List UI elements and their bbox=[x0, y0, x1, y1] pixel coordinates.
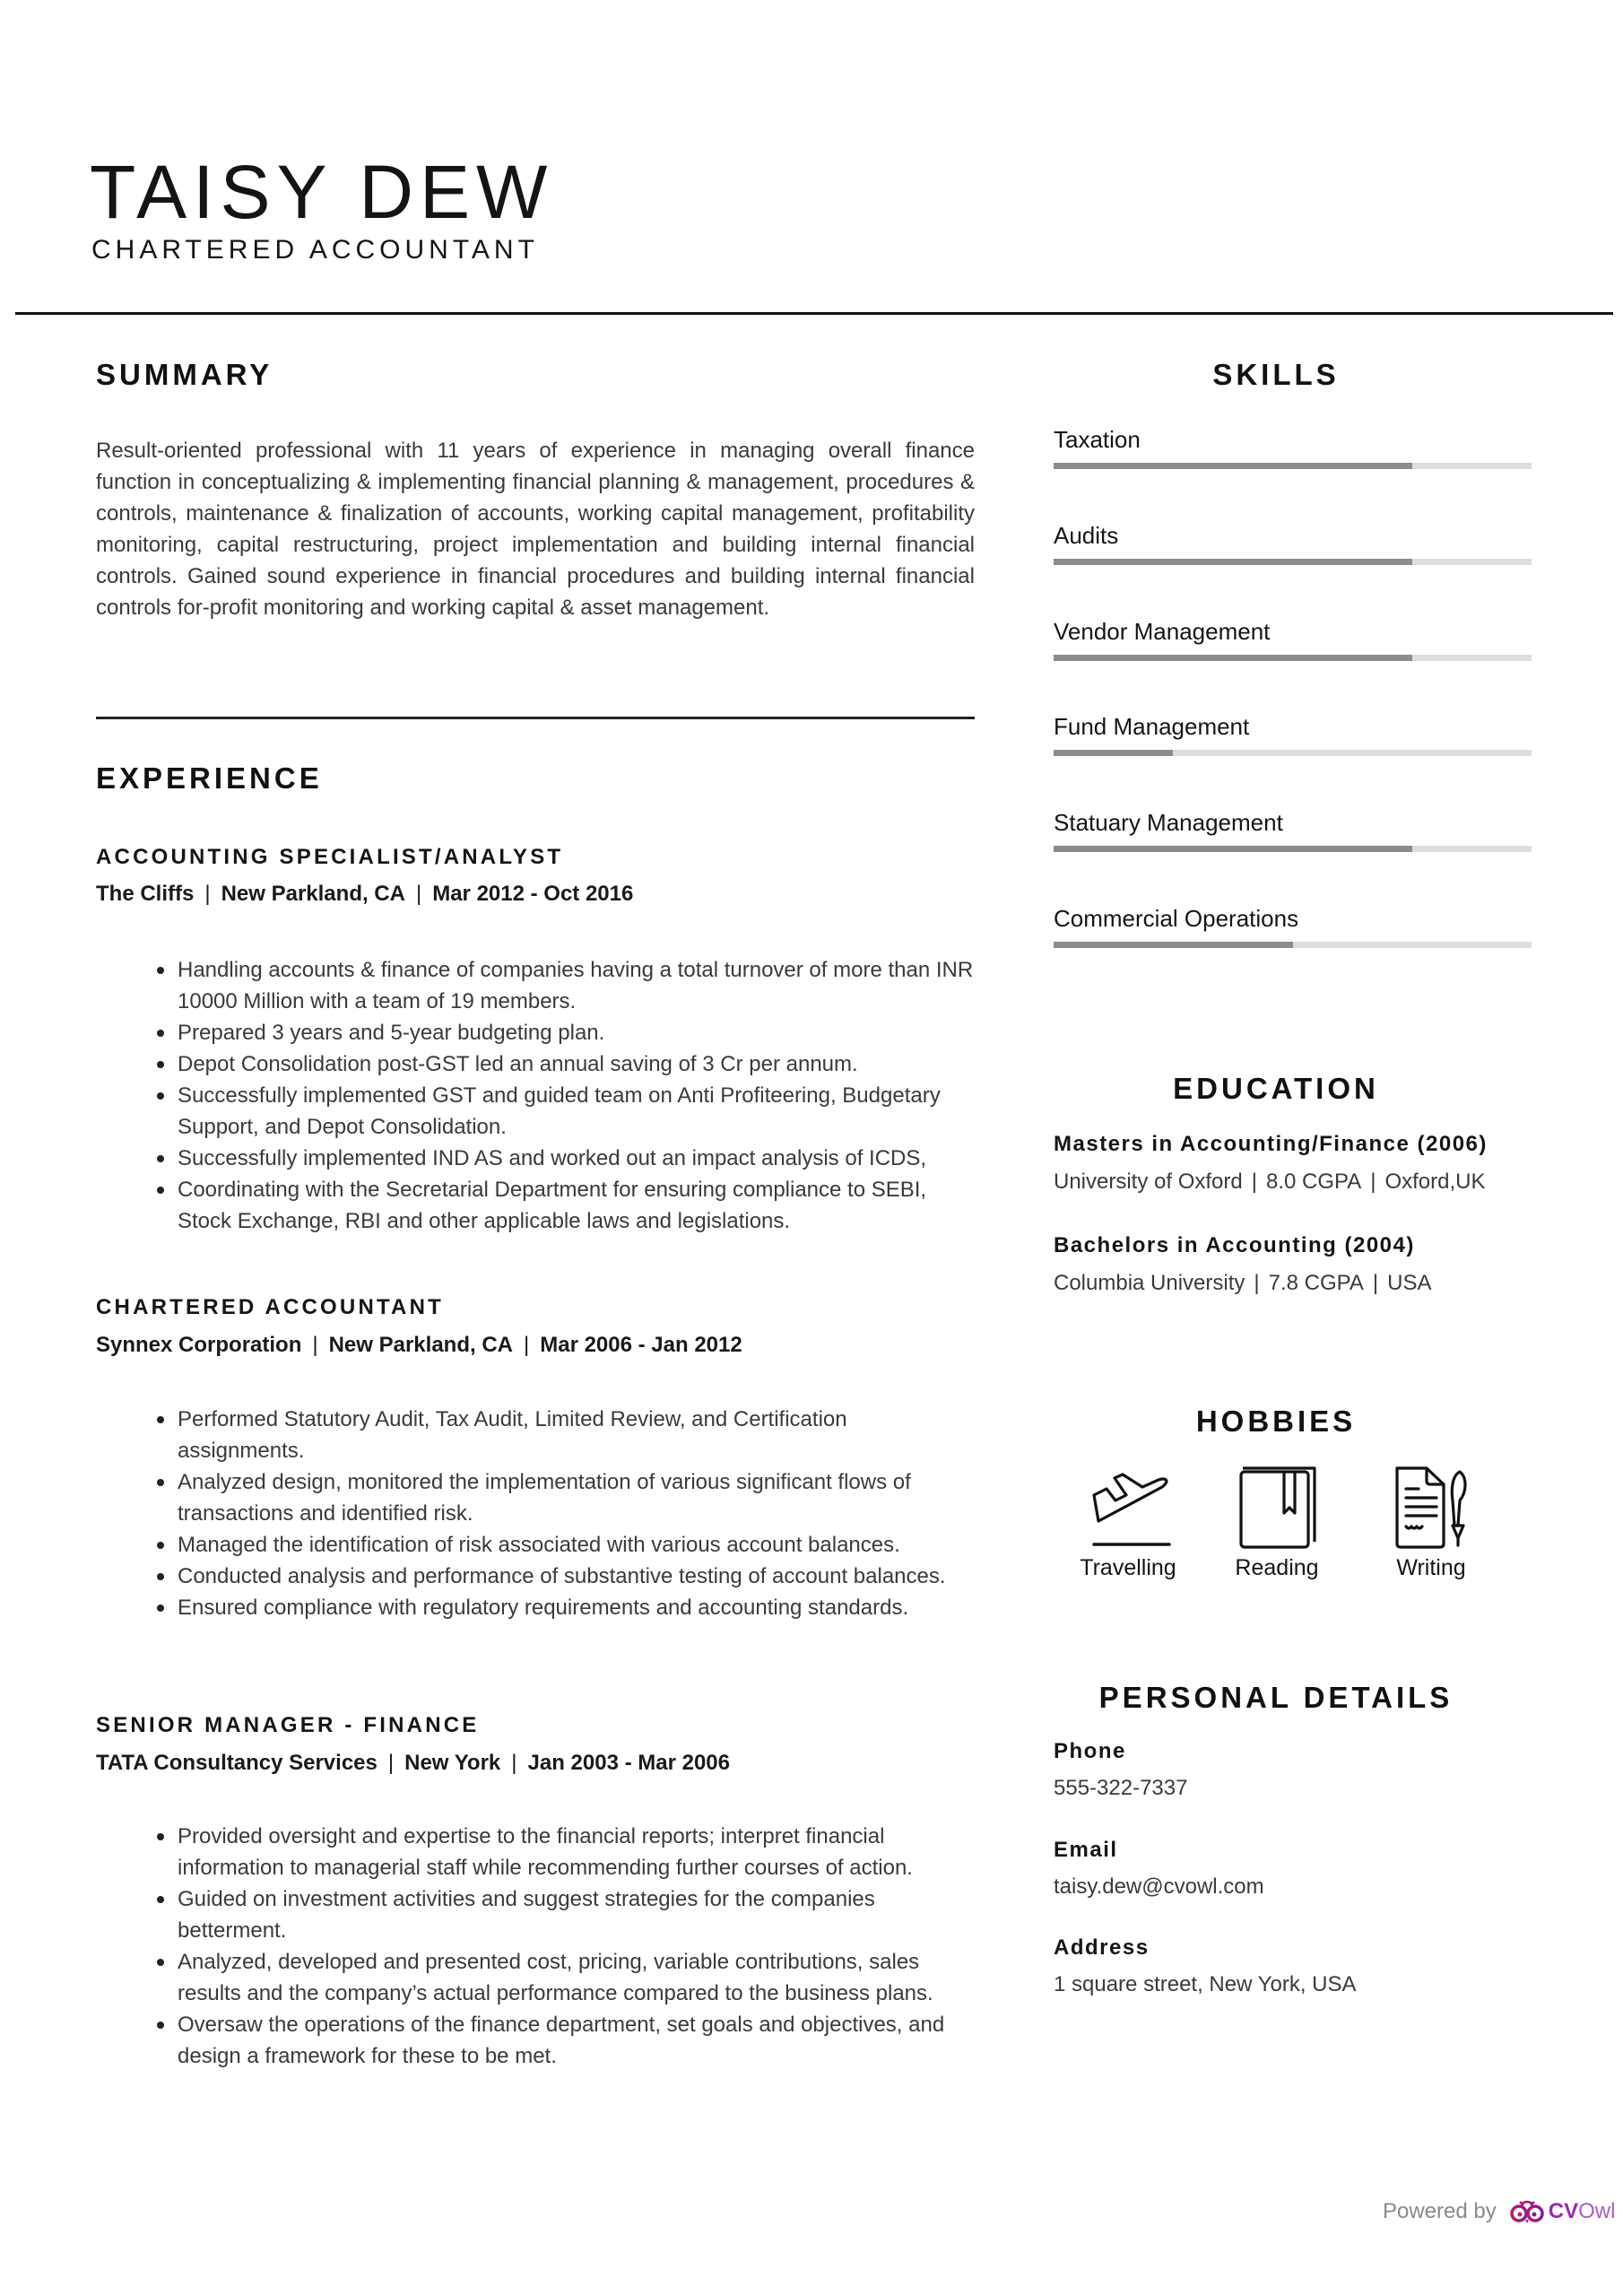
skill-bar-fill bbox=[1054, 655, 1412, 661]
summary-text: Result-oriented professional with 11 years of experience in managing overall finance function in conceptualizing & implementing financial planning & management, procedures & controls, maintenance & finalization of accounts, working capital management, profitability monitoring, capital restructuring, project implementation and building internal financial controls. Gained sound experience in financial procedures and building internal financial controls for-profit monitoring and working capital & asset management. bbox=[96, 439, 975, 620]
job-dates: Mar 2012 - Oct 2016 bbox=[432, 882, 634, 906]
education-location: USA bbox=[1387, 1271, 1432, 1295]
bullet-item: Oversaw the operations of the finance department, set goals and objectives, and design a framework for these to be met. bbox=[157, 2009, 977, 2072]
bullet-item: Prepared 3 years and 5-year budgeting plan. bbox=[157, 1017, 977, 1048]
skill-bar bbox=[1054, 655, 1532, 661]
header-divider bbox=[15, 312, 1613, 315]
bullet-item: Depot Consolidation post-GST led an annual saving of 3 Cr per annum. bbox=[157, 1048, 977, 1080]
skill-label: Vendor Management bbox=[1054, 618, 1271, 645]
bullet-item: Analyzed design, monitored the implementation of various significant flows of transactions and identified risk. bbox=[157, 1466, 977, 1529]
education-grade: 8.0 CGPA bbox=[1265, 1170, 1362, 1194]
hobby-label: Writing bbox=[1396, 1555, 1466, 1580]
bullet-item: Successfully implemented IND AS and worked out an impact analysis of ICDS, bbox=[157, 1143, 977, 1174]
skill-bar-fill bbox=[1054, 750, 1173, 756]
education-school: University of Oxford bbox=[1054, 1170, 1243, 1194]
skill-bar bbox=[1054, 463, 1532, 469]
address-label: Address bbox=[1054, 1935, 1150, 1960]
email-label: Email bbox=[1054, 1838, 1118, 1862]
skill-label: Statuary Management bbox=[1054, 809, 1283, 836]
education-degree: Masters in Accounting/Finance (2006) bbox=[1054, 1132, 1488, 1156]
phone-label: Phone bbox=[1054, 1739, 1126, 1763]
separator: | bbox=[1254, 1271, 1260, 1295]
education-info bbox=[1054, 1267, 1432, 1299]
email-value: taisy.dew@cvowl.com bbox=[1054, 1874, 1264, 1899]
education-grade: 7.8 CGPA bbox=[1268, 1271, 1364, 1295]
bullet-item: Analyzed, developed and presented cost, pricing, variable contributions, sales results and the company’s actual performance compared to the business plans. bbox=[157, 1946, 977, 2009]
job-location: New York bbox=[404, 1751, 501, 1775]
job-meta bbox=[96, 1332, 742, 1359]
book-bookmark-icon bbox=[1232, 1465, 1322, 1551]
skill-label: Taxation bbox=[1054, 426, 1141, 453]
job-bullets bbox=[157, 954, 977, 1237]
hobby-reading bbox=[1196, 1465, 1358, 1590]
skills-heading: SKILLS bbox=[1212, 358, 1340, 391]
candidate-title: CHARTERED ACCOUNTANT bbox=[91, 235, 539, 265]
separator: | bbox=[312, 1333, 318, 1357]
summary-heading: SUMMARY bbox=[96, 358, 273, 391]
job-title: SENIOR MANAGER - FINANCE bbox=[96, 1713, 480, 1737]
skill-bar bbox=[1054, 559, 1532, 565]
skill-bar-fill bbox=[1054, 846, 1412, 852]
summary-divider bbox=[96, 717, 975, 719]
education-school: Columbia University bbox=[1054, 1271, 1245, 1295]
candidate-name: TAISY DEW bbox=[90, 150, 554, 234]
airplane-takeoff-icon bbox=[1083, 1465, 1173, 1551]
hobby-label: Reading bbox=[1235, 1555, 1319, 1580]
hobby-writing bbox=[1350, 1465, 1512, 1590]
job-bullets bbox=[157, 1404, 977, 1623]
education-heading: EDUCATION bbox=[1173, 1072, 1379, 1105]
hobbies-heading: HOBBIES bbox=[1195, 1405, 1357, 1438]
job-location: New Parkland, CA bbox=[221, 882, 405, 906]
skill-bar-fill bbox=[1054, 942, 1293, 948]
bullet-item: Conducted analysis and performance of substantive testing of account balances. bbox=[157, 1561, 977, 1592]
powered-by-footer[interactable] bbox=[1383, 2197, 1615, 2226]
brand-cv: CV bbox=[1548, 2199, 1579, 2223]
skill-bar bbox=[1054, 750, 1532, 756]
bullet-item: Provided oversight and expertise to the financial reports; interpret financial information to managerial staff while recommending further courses of action. bbox=[157, 1821, 977, 1883]
skill-label: Fund Management bbox=[1054, 713, 1250, 740]
separator: | bbox=[387, 1751, 395, 1775]
bullet-item: Guided on investment activities and suggest strategies for the companies betterment. bbox=[157, 1883, 977, 1946]
education-info bbox=[1054, 1166, 1486, 1197]
bullet-item: Performed Statutory Audit, Tax Audit, Limited Review, and Certification assignments. bbox=[157, 1404, 977, 1466]
job-dates: Mar 2006 - Jan 2012 bbox=[540, 1333, 742, 1357]
education-location: Oxford,UK bbox=[1384, 1170, 1486, 1194]
bullet-item: Managed the identification of risk associated with various account balances. bbox=[157, 1529, 977, 1561]
separator: | bbox=[415, 882, 422, 906]
skill-bar-fill bbox=[1054, 559, 1412, 565]
job-company: TATA Consultancy Services bbox=[96, 1751, 378, 1775]
job-location: New Parkland, CA bbox=[328, 1333, 513, 1357]
job-title: CHARTERED ACCOUNTANT bbox=[96, 1295, 444, 1319]
skill-bar bbox=[1054, 942, 1532, 948]
job-bullets bbox=[157, 1821, 977, 2072]
hobby-travelling bbox=[1047, 1465, 1209, 1590]
powered-by-text: Powered by bbox=[1383, 2199, 1497, 2223]
bullet-item: Coordinating with the Secretarial Department for ensuring compliance to SEBI, Stock Exchange, RBI and other applicable laws and legislations. bbox=[157, 1174, 977, 1237]
bullet-item: Ensured compliance with regulatory requirements and accounting standards. bbox=[157, 1592, 977, 1623]
job-title: ACCOUNTING SPECIALIST/ANALYST bbox=[96, 845, 564, 869]
job-company: The Cliffs bbox=[96, 882, 195, 906]
job-dates: Jan 2003 - Mar 2006 bbox=[527, 1751, 730, 1775]
job-company: Synnex Corporation bbox=[96, 1333, 302, 1357]
skill-label: Commercial Operations bbox=[1054, 905, 1299, 932]
bullet-item: Successfully implemented GST and guided team on Anti Profiteering, Budgetary Support, and Depot Consolidation. bbox=[157, 1080, 977, 1143]
personal-details-heading: PERSONAL DETAILS bbox=[1098, 1681, 1454, 1714]
skill-label: Audits bbox=[1054, 522, 1119, 549]
brand-owl: Owl bbox=[1578, 2199, 1616, 2223]
separator: | bbox=[204, 882, 211, 906]
phone-value: 555-322-7337 bbox=[1054, 1776, 1188, 1800]
separator: | bbox=[524, 1333, 530, 1357]
separator: | bbox=[1372, 1271, 1379, 1295]
skill-bar-fill bbox=[1054, 463, 1412, 469]
education-degree: Bachelors in Accounting (2004) bbox=[1054, 1233, 1415, 1257]
separator: | bbox=[1251, 1170, 1257, 1194]
bullet-item: Handling accounts & finance of companies having a total turnover of more than INR 10000 Million with a team of 19 members. bbox=[157, 954, 977, 1017]
hobby-label: Travelling bbox=[1080, 1555, 1176, 1580]
address-value: 1 square street, New York, USA bbox=[1054, 1972, 1357, 1996]
separator: | bbox=[511, 1751, 517, 1775]
experience-heading: EXPERIENCE bbox=[96, 761, 323, 795]
owl-logo-icon bbox=[1509, 2198, 1545, 2225]
job-meta bbox=[96, 881, 633, 908]
skill-bar bbox=[1054, 846, 1532, 852]
job-meta bbox=[96, 1750, 730, 1777]
document-pen-icon bbox=[1386, 1465, 1476, 1551]
separator: | bbox=[1370, 1170, 1376, 1194]
